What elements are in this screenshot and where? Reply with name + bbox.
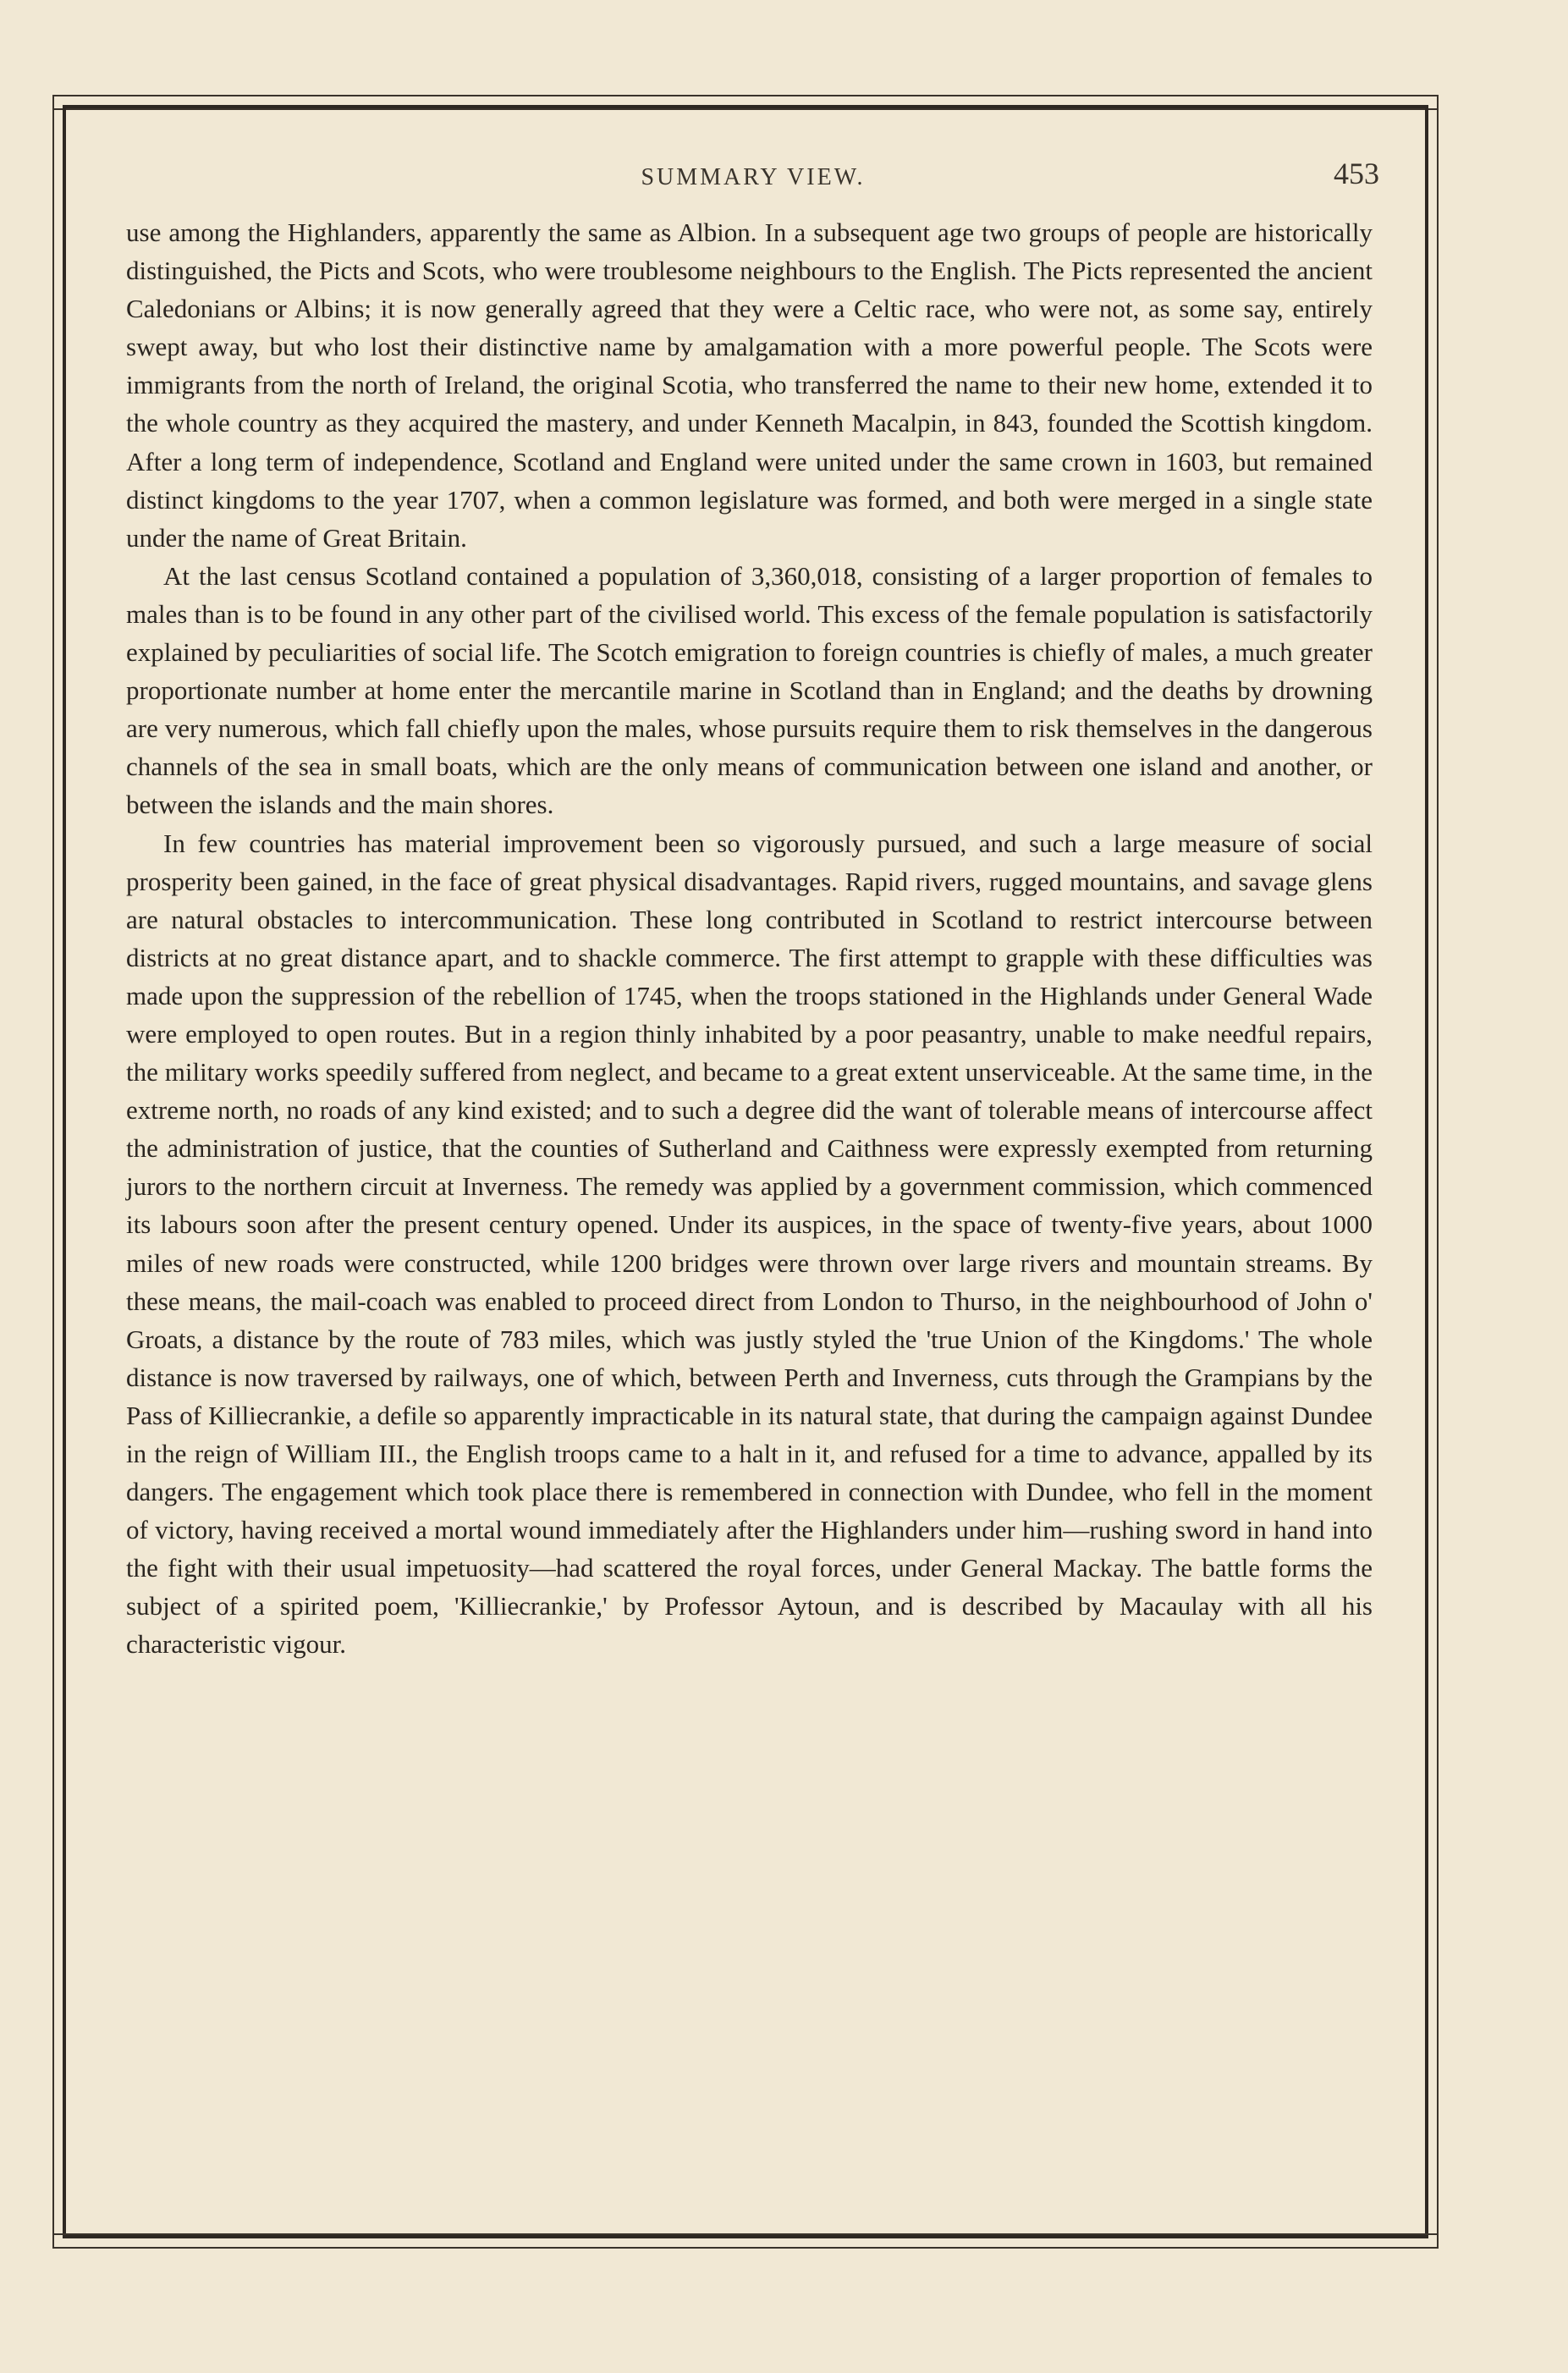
paragraph: In few countries has material improvement been so vigorously pursued, and such a large measure of social prosperity been gained, in the face of great physical disadvantages. Rapid rivers, rugged mountains, and savage glens are natural obstacles to intercommunication. These long contributed in Scotland to restrict intercourse between districts at no great distance apart, and to shackle commerce. The first attempt to grapple with these difficulties was made upon the suppression of the rebellion of 1745, when the troops stationed in the Highlands under General Wade were employed to open routes. But in a region thinly inhabited by a poor peasantry, unable to make needful repairs, the military works speedily suffered from neglect, and became to a great extent unserviceable. At the same time, in the extreme north, no roads of any kind existed; and to such a degree did the want of tolerable means of intercourse affect the administration of justice, that the counties of Sutherland and Caithness were expressly exempted from returning jurors to the northern circuit at Inverness. The remedy was applied by a government commission, which commenced its labours soon after the present century opened. Under its auspices, in the space of twenty-five years, about 1000 miles of new roads were constructed, while 1200 bridges were thrown over large rivers and mountain streams. By these means, the mail-coach was enabled to proceed direct from London to Thurso, in the neighbourhood of John o' Groats, a distance by the route of 783 miles, which was justly styled the 'true Union of the Kingdoms.' The whole distance is now traversed by railways, one of which, between Perth and Inverness, cuts through the Grampians by the Pass of Killiecrankie, a defile so apparently impracticable in its natural state, that during the campaign against Dundee in the reign of William III., the English troops came to a halt in it, and refused for a time to advance, appalled by its dangers. The engagement which took place there is remembered in connection with Dundee, who fell in the moment of victory, having received a mortal wound immediately after the Highlanders under him—rushing sword in hand into the fight with their usual impetuosity—had scattered the royal forces, under General Mackay. The battle forms the subject of a spirited poem, 'Killiecrankie,' by Professor Aytoun, and is described by Macaulay with all his characteristic vigour.: [126, 828, 1373, 1660]
paragraph: use among the Highlanders, apparently the same as Albion. In a subsequent age two groups of people are historically distinguished, the Picts and Scots, who were troublesome neighbours to the English. The Picts represented the ancient Caledonians or Albins; it is now generally agreed that they were a Celtic race, who were not, as some say, entirely swept away, but who lost their distinctive name by amalgamation with a more powerful people. The Scots were immigrants from the north of Ireland, the original Scotia, who transferred the name to their new home, extended it to the whole country as they acquired the mastery, and under Kenneth Macalpin, in 843, founded the Scottish kingdom. After a long term of independence, Scotland and England were united under the same crown in 1603, but remained distinct kingdoms to the year 1707, when a common legislature was formed, and both were merged in a single state under the name of Great Britain.: [126, 217, 1373, 553]
paragraph: At the last census Scotland contained a population of 3,360,018, consisting of a larger proportion of females to males than is to be found in any other part of the civilised world. This excess of the female population is satisfactorily explained by peculiarities of social life. The Scotch emigration to foreign countries is chiefly of males, a much greater proportionate number at home enter the mercantile marine in Scotland than in England; and the deaths by drowning are very numerous, which fall chiefly upon the males, whose pursuits require them to risk themselves in the dangerous channels of the sea in small boats, which are the only means of communication between one island and another, or between the islands and the main shores.: [126, 560, 1373, 820]
body-text: [126, 213, 1373, 1664]
bottom-rule: [54, 2233, 1437, 2235]
page-header: [127, 156, 1379, 206]
running-head: SUMMARY VIEW.: [641, 164, 866, 190]
page-number: 453: [1334, 157, 1379, 190]
